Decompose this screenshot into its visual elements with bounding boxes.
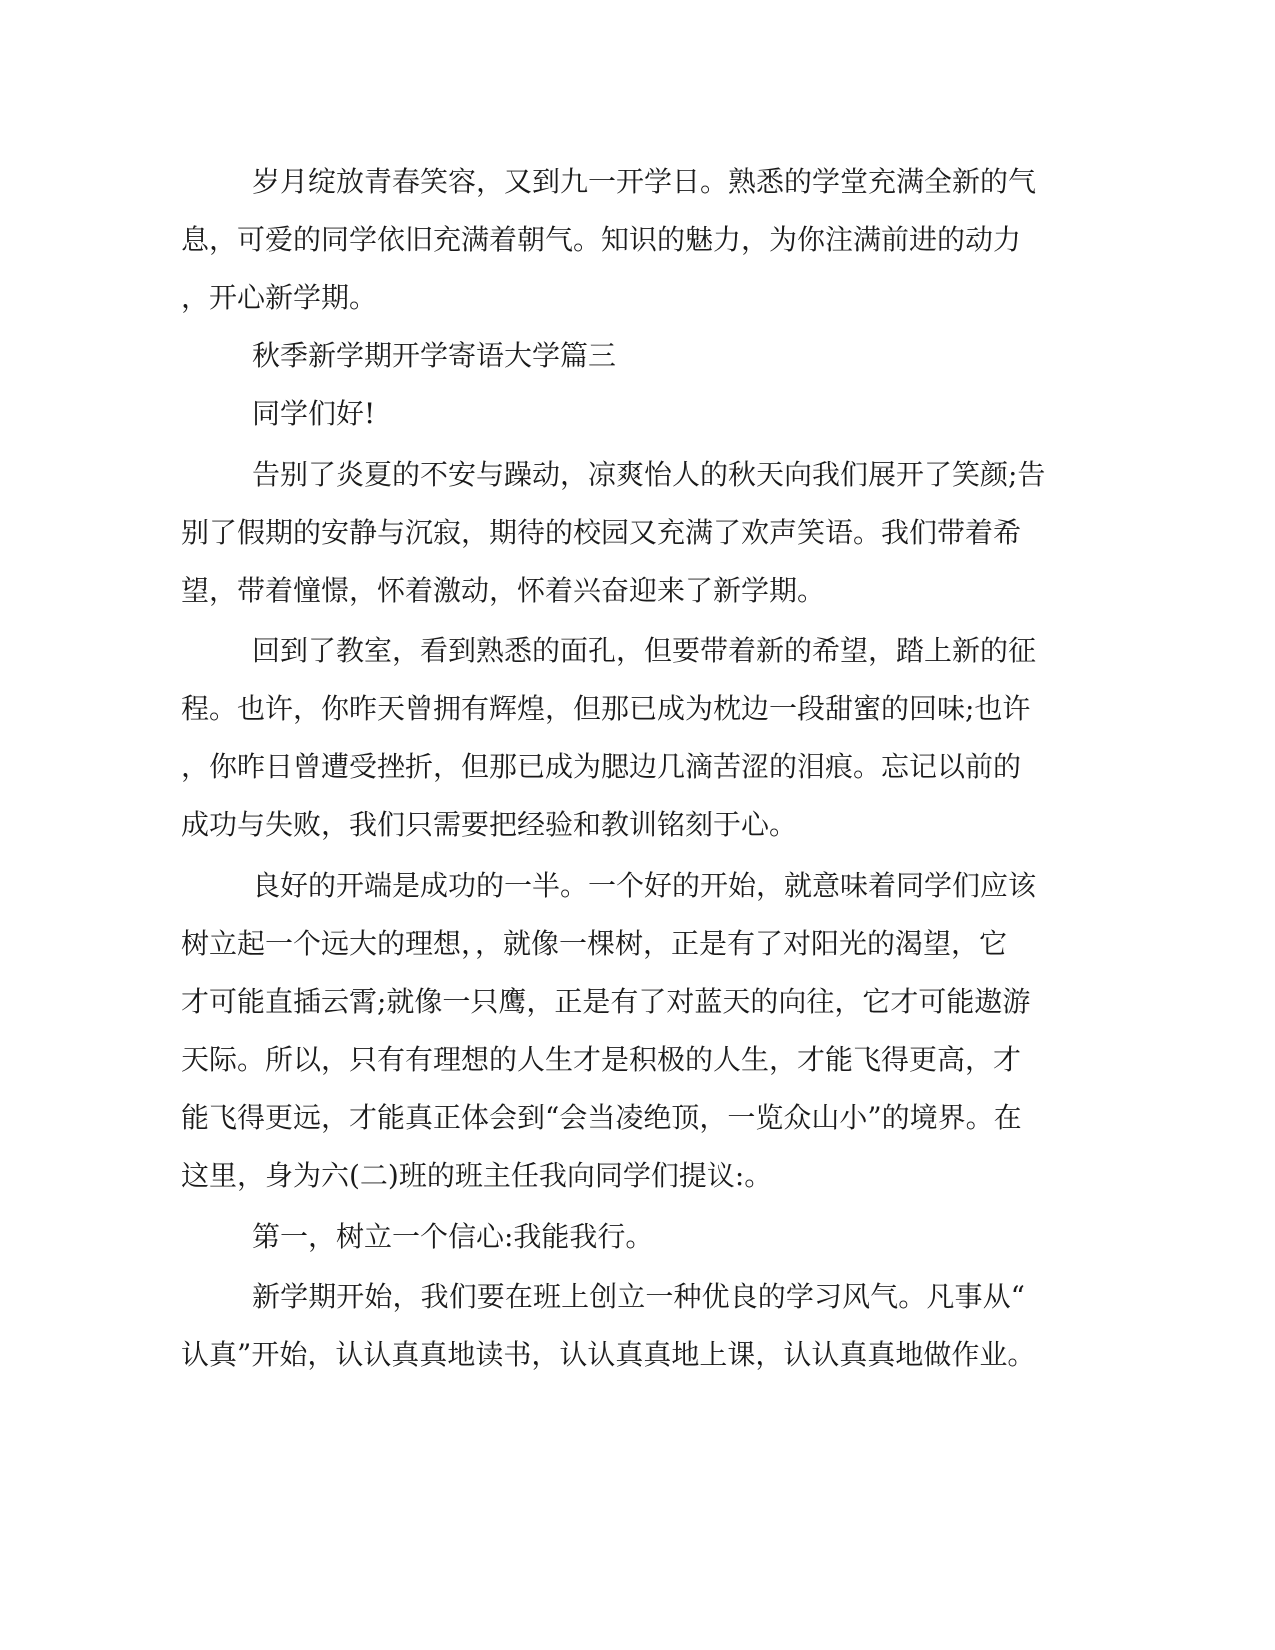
text-line: 良好的开端是成功的一半。一个好的开始，就意味着同学们应该 <box>252 869 1037 902</box>
text-line: 成功与失败，我们只需要把经验和教训铭刻于心。 <box>181 808 798 841</box>
text-line: ，你昨日曾遭受挫折，但那已成为腮边几滴苦涩的泪痕。忘记以前的 <box>181 750 1022 783</box>
text-line: 新学期开始，我们要在班上创立一种优良的学习风气。凡事从“ <box>252 1280 1025 1313</box>
text-line: ，开心新学期。 <box>181 281 378 314</box>
text-line: 告别了炎夏的不安与躁动，凉爽怡人的秋天向我们展开了笑颜;告 <box>252 458 1046 491</box>
text-line: 才可能直插云霄;就像一只鹰，正是有了对蓝天的向往，它才可能遨游 <box>181 985 1031 1018</box>
text-line: 程。也许，你昨天曾拥有辉煌，但那已成为枕边一段甜蜜的回味;也许 <box>181 692 1031 725</box>
text-line: 回到了教室，看到熟悉的面孔，但要带着新的希望，踏上新的征 <box>252 634 1037 667</box>
text-line: 息，可爱的同学依旧充满着朝气。知识的魅力，为你注满前进的动力 <box>181 223 1022 256</box>
text-line: 天际。所以，只有有理想的人生才是积极的人生，才能飞得更高，才 <box>181 1043 1022 1076</box>
text-line: 别了假期的安静与沉寂，期待的校园又充满了欢声笑语。我们带着希 <box>181 516 1022 549</box>
text-line: 这里，身为六(二)班的班主任我向同学们提议:。 <box>181 1159 773 1192</box>
text-line: 能飞得更远，才能真正体会到“会当凌绝顶，一览众山小”的境界。在 <box>181 1101 1022 1134</box>
text-line: 岁月绽放青春笑容，又到九一开学日。熟悉的学堂充满全新的气 <box>252 165 1037 198</box>
section-heading: 秋季新学期开学寄语大学篇三 <box>252 339 617 372</box>
text-line: 认真”开始，认认真真地读书，认认真真地上课，认认真真地做作业。 <box>181 1338 1036 1371</box>
text-line: 树立起一个远大的理想，，就像一棵树，正是有了对阳光的渴望，它 <box>181 927 1008 960</box>
text-line: 第一，树立一个信心:我能我行。 <box>252 1220 654 1253</box>
text-line: 望，带着憧憬，怀着激动，怀着兴奋迎来了新学期。 <box>181 574 826 607</box>
greeting: 同学们好! <box>252 397 376 430</box>
